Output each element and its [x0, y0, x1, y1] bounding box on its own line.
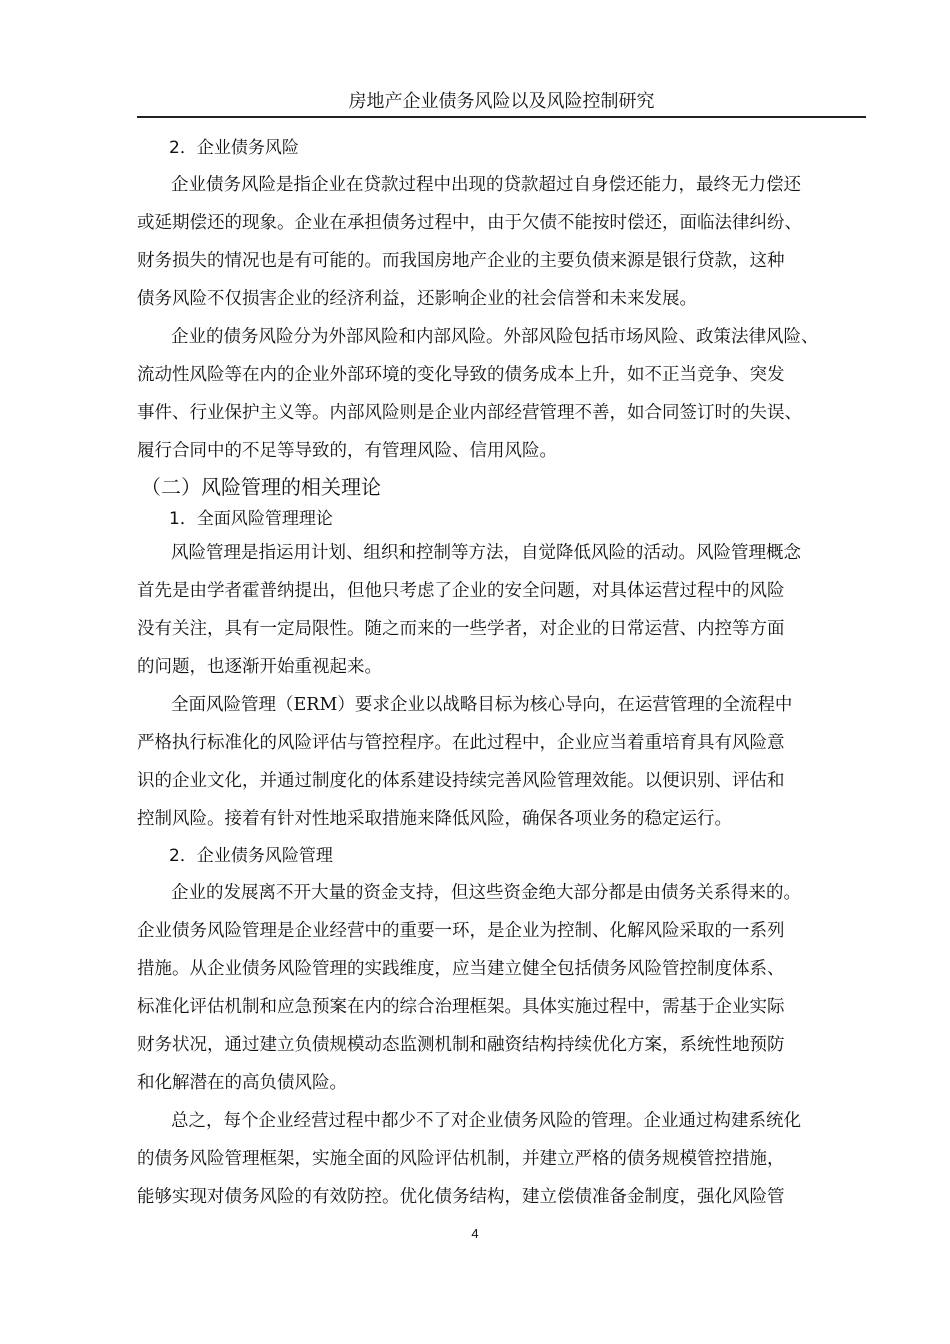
- paragraph-line: 能够实现对债务风险的有效防控。优化债务结构，建立偿债准备金制度，强化风险管: [137, 1187, 785, 1207]
- paragraph-line: 企业的债务风险分为外部风险和内部风险。外部风险包括市场风险、政策法律风险、: [171, 327, 819, 347]
- paragraph-line: 措施。从企业债务风险管理的实践维度，应当建立健全包括债务风险管控制度体系、: [137, 959, 785, 979]
- section-heading: 2．企业债务风险: [169, 138, 299, 158]
- paragraph-line: 流动性风险等在内的企业外部环境的变化导致的债务成本上升，如不正当竞争、突发: [137, 365, 785, 385]
- paragraph-line: 或延期偿还的现象。企业在承担债务过程中，由于欠债不能按时偿还，面临法律纠纷、: [137, 213, 802, 233]
- paragraph-line: 财务损失的情况也是有可能的。而我国房地产企业的主要负债来源是银行贷款，这种: [137, 251, 785, 271]
- section-heading: 2．企业债务风险管理: [169, 846, 333, 866]
- paragraph-line: 债务风险不仅损害企业的经济利益，还影响企业的社会信誉和未来发展。: [137, 289, 697, 309]
- paragraph-line: 风险管理是指运用计划、组织和控制等方法，自觉降低风险的活动。风险管理概念: [171, 543, 801, 563]
- paragraph-line: 的债务风险管理框架，实施全面的风险评估机制，并建立严格的债务规模管控措施，: [137, 1149, 785, 1169]
- paragraph-line: 严格执行标准化的风险评估与管控程序。在此过程中，企业应当着重培育具有风险意: [137, 733, 785, 753]
- paragraph-line: 标准化评估机制和应急预案在内的综合治理框架。具体实施过程中，需基于企业实际: [137, 997, 785, 1017]
- page-header: 房地产企业债务风险以及风险控制研究: [137, 88, 866, 118]
- paragraph-line: 企业的发展离不开大量的资金支持，但这些资金绝大部分都是由债务关系得来的。: [171, 883, 801, 903]
- paragraph-line: 首先是由学者霍普纳提出，但他只考虑了企业的安全问题，对具体运营过程中的风险: [137, 581, 785, 601]
- document-body: [137, 130, 866, 1216]
- paragraph-line: 事件、行业保护主义等。内部风险则是企业内部经营管理不善，如合同签订时的失误、: [137, 403, 802, 423]
- section-heading: 1．全面风险管理理论: [169, 509, 333, 529]
- page-number: 4: [471, 1226, 479, 1241]
- paragraph-line: 没有关注，具有一定局限性。随之而来的一些学者，对企业的日常运营、内控等方面: [137, 619, 785, 639]
- paragraph-line: 控制风险。接着有针对性地采取措施来降低风险，确保各项业务的稳定运行。: [137, 809, 732, 829]
- chapter-heading: （二）风险管理的相关理论: [141, 475, 381, 499]
- paragraph-line: 的问题，也逐渐开始重视起来。: [137, 657, 382, 677]
- paragraph-line: 和化解潜在的高负债风险。: [137, 1073, 347, 1093]
- paragraph-line: 全面风险管理（ERM）要求企业以战略目标为核心导向，在运营管理的全流程中: [171, 695, 793, 715]
- paragraph-line: 识的企业文化，并通过制度化的体系建设持续完善风险管理效能。以便识别、评估和: [137, 771, 785, 791]
- paragraph-line: 总之，每个企业经营过程中都少不了对企业债务风险的管理。企业通过构建系统化: [171, 1111, 801, 1131]
- paragraph-line: 财务状况，通过建立负债规模动态监测机制和融资结构持续优化方案，系统性地预防: [137, 1035, 785, 1055]
- paragraph-line: 企业债务风险管理是企业经营中的重要一环，是企业为控制、化解风险采取的一系列: [137, 921, 785, 941]
- paragraph-line: 履行合同中的不足等导致的，有管理风险、信用风险。: [137, 441, 557, 461]
- paragraph-line: 企业债务风险是指企业在贷款过程中出现的贷款超过自身偿还能力，最终无力偿还: [171, 175, 801, 195]
